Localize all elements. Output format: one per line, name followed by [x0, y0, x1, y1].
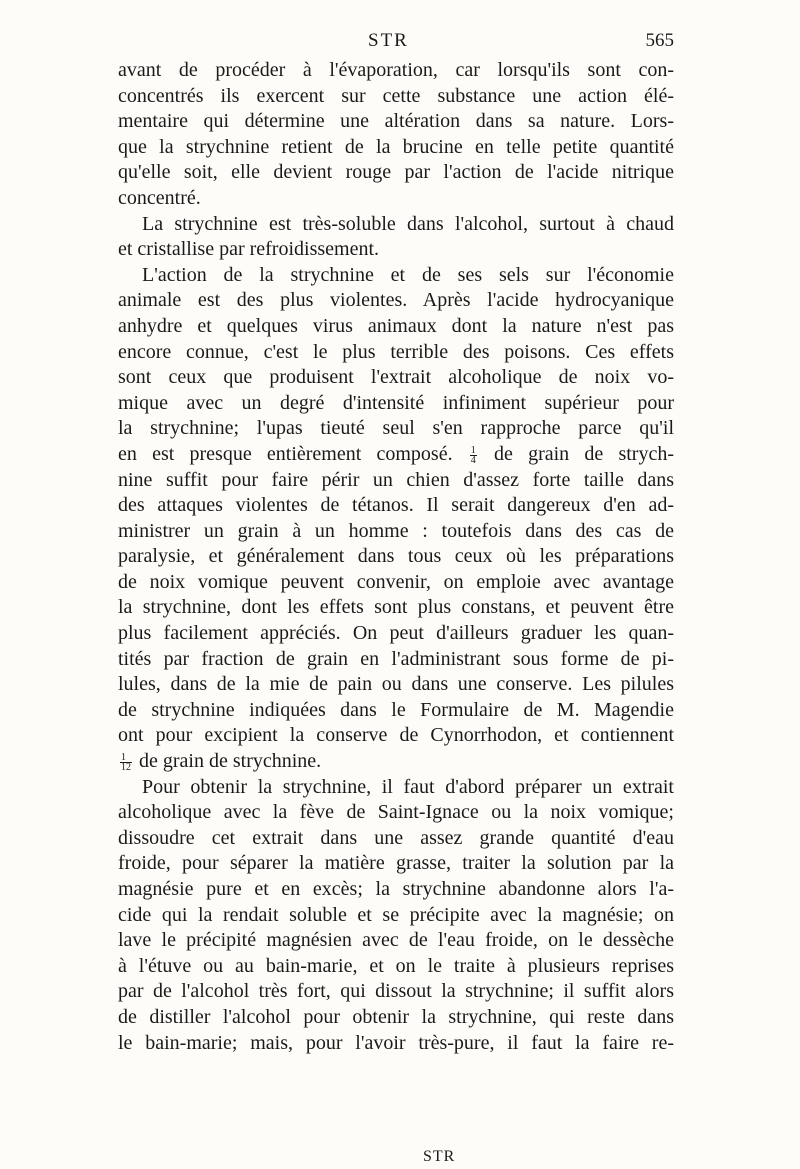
text-line: dissoudre cet extrait dans une assez grande quantité d'eau — [118, 826, 674, 849]
text-line: encore connue, c'est le plus terrible des poisons. Ces effets — [118, 340, 674, 363]
text-line: et cristallise par refroidissement. — [118, 238, 380, 261]
text-line: sont ceux que produisent l'extrait alcoholique de noix vo- — [118, 366, 674, 389]
fraction-one-twelfth: $\frac{1}{12}$ — [121, 751, 131, 773]
text-line: nine suffit pour faire périr un chien d'assez forte taille dans — [118, 468, 674, 491]
text-line-with-fraction — [118, 442, 674, 468]
text-line: froide, pour séparer la matière grasse, traiter la solution par la — [118, 852, 674, 875]
text-line: L'action de la strychnine et de ses sels sur l'économie — [142, 263, 674, 286]
text-line: mentaire qui détermine une altération dans sa nature. Lors- — [118, 110, 674, 133]
text-line: concentré. — [118, 186, 201, 209]
text-line: mique avec un degré d'intensité infiniment supérieur pour — [118, 391, 674, 414]
text-line: lules, dans de la mie de pain ou dans une conserve. Les pilules — [118, 673, 674, 696]
text-line: la strychnine, dont les effets sont plus constans, et peuvent être — [118, 596, 674, 619]
text-line: lave le précipité magnésien avec de l'eau froide, on le dessèche — [118, 929, 674, 952]
text-line: la strychnine; l'upas tieuté seul s'en rapproche parce qu'il — [118, 417, 674, 440]
text-line: des attaques violentes de tétanos. Il serait dangereux d'en ad- — [118, 494, 674, 517]
text-line: de distiller l'alcohol pour obtenir la strychnine, qui reste dans — [118, 1005, 674, 1028]
text-segment: en est presque entièrement composé. — [118, 442, 453, 465]
text-line: à l'étuve ou au bain-marie, et on le traite à plusieurs reprises — [118, 954, 674, 977]
text-line: de strychnine indiquées dans le Formulaire de M. Magendie — [118, 698, 674, 721]
text-line: magnésie pure et en excès; la strychnine abandonne alors l'a- — [118, 878, 674, 900]
text-line: alcoholique avec la fève de Saint-Ignace ou la noix vomique; — [118, 801, 674, 824]
text-line: cide qui la rendait soluble et se précipite avec la magnésie; on — [118, 903, 674, 926]
text-line-with-fraction — [118, 749, 674, 775]
paragraph-3 — [118, 263, 674, 775]
text-line: que la strychnine retient de la brucine en telle petite quantité — [118, 135, 674, 158]
text-line: anhydre et quelques virus animaux dont la nature n'est pas — [118, 314, 674, 337]
text-line: ministrer un grain à un homme : toutefois dans des cas de — [118, 519, 674, 542]
text-line: avant de procéder à l'évaporation, car lorsqu'ils sont con- — [118, 59, 674, 81]
paragraph-4 — [118, 775, 674, 1057]
text-line: Pour obtenir la strychnine, il faut d'abord préparer un extrait — [142, 775, 674, 798]
signature-mark: STR — [423, 1148, 456, 1165]
text-line: tités par fraction de grain en l'administrant sous forme de pi- — [118, 647, 674, 670]
text-line: qu'elle soit, elle devient rouge par l'action de l'acide nitrique — [118, 161, 674, 184]
text-line: animale est des plus violentes. Après l'acide hydrocyanique — [118, 289, 674, 312]
text-line: ont pour excipient la conserve de Cynorrhodon, et contiennent — [118, 724, 674, 747]
text-line: le bain-marie; mais, pour l'avoir très-pure, il faut la faire re- — [118, 1031, 674, 1054]
text-line: de noix vomique peuvent convenir, on emploie avec avantage — [118, 570, 674, 593]
text-line: paralysie, et généralement dans tous ceux où les préparations — [118, 545, 674, 568]
text-line: par de l'alcohol très fort, qui dissout la strychnine; il suffit alors — [118, 980, 674, 1003]
text-segment: de grain de strychnine. — [139, 750, 322, 773]
text-line: plus facilement appréciés. On peut d'ailleurs graduer les quan- — [118, 622, 674, 645]
paragraph-1 — [118, 58, 674, 212]
fraction-one-quarter: $\frac{1}{4}$ — [470, 444, 476, 466]
text-line: concentrés ils exercent sur cette substance une action élé- — [118, 84, 674, 107]
page-number: 565 — [645, 30, 674, 51]
body-text — [118, 58, 674, 1056]
text-line: La strychnine est très-soluble dans l'alcohol, surtout à chaud — [142, 212, 674, 235]
running-head — [118, 30, 674, 58]
text-segment: de grain de strych- — [494, 442, 674, 465]
paragraph-2 — [118, 212, 674, 263]
book-page — [118, 30, 674, 1056]
running-head-title: STR — [368, 30, 409, 51]
